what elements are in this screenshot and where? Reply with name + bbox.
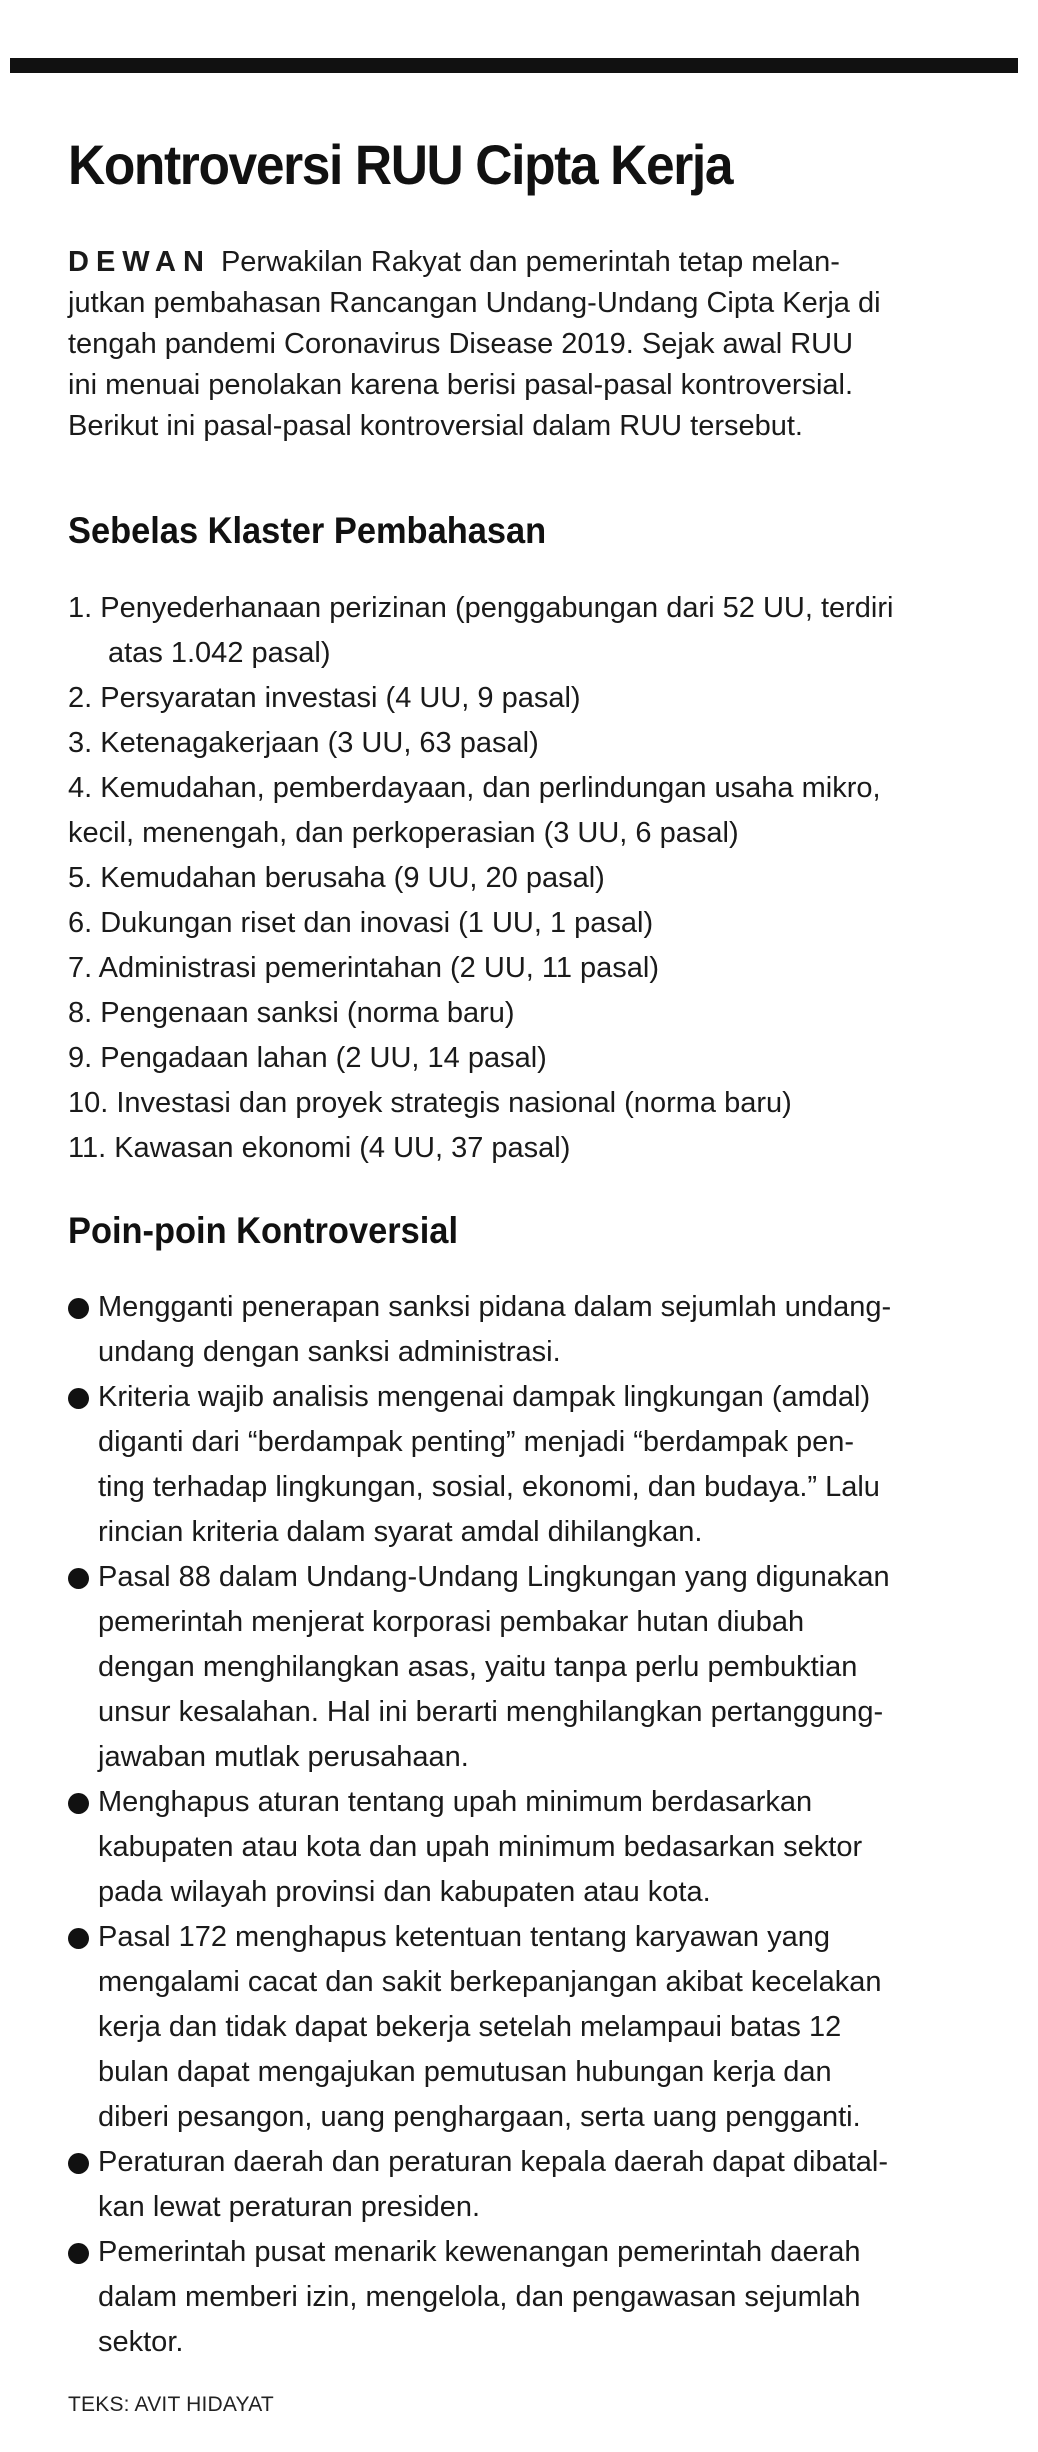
point-line: Mengganti penerapan sanksi pidana dalam sejumlah undang- — [98, 1291, 892, 1323]
cluster-item — [68, 1036, 1018, 1081]
intro-line: Perwakilan Rakyat dan pemerintah tetap melan- — [220, 246, 840, 278]
cluster-item — [68, 901, 1018, 946]
intro-line: jutkan pembahasan Rancangan Undang-Undang Cipta Kerja di — [68, 287, 881, 319]
point-line: Pasal 172 menghapus ketentuan tentang karyawan yang — [98, 1921, 830, 1953]
intro-line: Berikut ini pasal-pasal kontroversial dalam RUU tersebut. — [68, 410, 803, 442]
point-line: kerja dan tidak dapat bekerja setelah melampaui batas 12 — [98, 2011, 842, 2043]
clusters-heading: Sebelas Klaster Pembahasan — [68, 510, 547, 551]
point-line: Pemerintah pusat menarik kewenangan pemerintah daerah — [98, 2236, 861, 2268]
bullet-dot-icon — [68, 2243, 89, 2264]
cluster-item-text: 9. Pengadaan lahan (2 UU, 14 pasal) — [68, 1042, 547, 1074]
cluster-item-text-cont: atas 1.042 pasal) — [108, 637, 331, 669]
point-line: Peraturan daerah dan peraturan kepala daerah dapat dibatal- — [98, 2146, 889, 2178]
point-line: mengalami cacat dan sakit berkepanjangan akibat kecelakan — [98, 1966, 882, 1998]
article-title: Kontroversi RUU Cipta Kerja — [68, 133, 733, 196]
point-line: undang dengan sanksi administrasi. — [98, 1336, 561, 1368]
point-line: dalam memberi izin, mengelola, dan pengawasan sejumlah — [98, 2281, 861, 2313]
intro-paragraph — [68, 242, 998, 447]
cluster-item-text: 7. Administrasi pemerintahan (2 UU, 11 pasal) — [68, 952, 660, 984]
cluster-item-text: 10. Investasi dan proyek strategis nasional (norma baru) — [68, 1087, 792, 1119]
cluster-item — [68, 946, 1018, 991]
intro-line: tengah pandemi Coronavirus Disease 2019. Sejak awal RUU — [68, 328, 854, 360]
cluster-item-text: 8. Pengenaan sanksi (norma baru) — [68, 997, 515, 1029]
cluster-item-text: 5. Kemudahan berusaha (9 UU, 20 pasal) — [68, 862, 605, 894]
controversial-point — [68, 1915, 1008, 2140]
cluster-item — [68, 721, 1018, 766]
intro-lead: DEWAN — [68, 246, 211, 278]
point-line: rincian kriteria dalam syarat amdal dihilangkan. — [98, 1516, 703, 1548]
cluster-item-text: 1. Penyederhanaan perizinan (penggabungan dari 52 UU, terdiri — [68, 592, 894, 624]
cluster-item-text: 4. Kemudahan, pemberdayaan, dan perlindungan usaha mikro, — [68, 772, 881, 804]
cluster-item — [68, 991, 1018, 1036]
bullet-dot-icon — [68, 1568, 89, 1589]
controversial-heading: Poin-poin Kontroversial — [68, 1210, 459, 1251]
point-line: sektor. — [98, 2326, 184, 2358]
controversial-point — [68, 1285, 1008, 1375]
cluster-item — [68, 676, 1018, 721]
clusters-list — [68, 586, 1018, 1171]
point-line: ting terhadap lingkungan, sosial, ekonomi, dan budaya.” Lalu — [98, 1471, 880, 1503]
top-rule — [10, 58, 1018, 73]
cluster-item-text: 2. Persyaratan investasi (4 UU, 9 pasal) — [68, 682, 581, 714]
controversial-point — [68, 1375, 1008, 1555]
intro-line: ini menuai penolakan karena berisi pasal-pasal kontroversial. — [68, 369, 854, 401]
bullet-dot-icon — [68, 1298, 89, 1319]
point-line: diberi pesangon, uang penghargaan, serta uang pengganti. — [98, 2101, 861, 2133]
controversial-point — [68, 2140, 1008, 2230]
cluster-item-text: 3. Ketenagakerjaan (3 UU, 63 pasal) — [68, 727, 539, 759]
point-line: bulan dapat mengajukan pemutusan hubungan kerja dan — [98, 2056, 832, 2088]
cluster-item — [68, 856, 1018, 901]
point-line: Kriteria wajib analisis mengenai dampak lingkungan (amdal) — [98, 1381, 871, 1413]
bullet-dot-icon — [68, 1793, 89, 1814]
controversial-point — [68, 1780, 1008, 1915]
point-line: diganti dari “berdampak penting” menjadi “berdampak pen- — [98, 1426, 855, 1458]
bullet-dot-icon — [68, 1388, 89, 1409]
point-line: unsur kesalahan. Hal ini berarti menghilangkan pertanggung- — [98, 1696, 884, 1728]
point-line: Pasal 88 dalam Undang-Undang Lingkungan yang digunakan — [98, 1561, 890, 1593]
point-line: pada wilayah provinsi dan kabupaten atau kota. — [98, 1876, 711, 1908]
controversial-point — [68, 1555, 1008, 1780]
bullet-dot-icon — [68, 2153, 89, 2174]
point-line: kan lewat peraturan presiden. — [98, 2191, 481, 2223]
cluster-item — [68, 1126, 1018, 1171]
cluster-item-text: 11. Kawasan ekonomi (4 UU, 37 pasal) — [68, 1132, 571, 1164]
point-line: kabupaten atau kota dan upah minimum bedasarkan sektor — [98, 1831, 863, 1863]
point-line: dengan menghilangkan asas, yaitu tanpa perlu pembuktian — [98, 1651, 858, 1683]
credit-line: TEKS: AVIT HIDAYAT — [68, 2393, 274, 2416]
point-line: Menghapus aturan tentang upah minimum berdasarkan — [98, 1786, 813, 1818]
cluster-item — [68, 766, 1018, 856]
controversial-point — [68, 2230, 1008, 2365]
cluster-item — [68, 1081, 1018, 1126]
bullet-dot-icon — [68, 1928, 89, 1949]
controversial-points-list — [68, 1285, 1008, 2365]
cluster-item-text-cont: kecil, menengah, dan perkoperasian (3 UU, 6 pasal) — [68, 817, 739, 849]
point-line: jawaban mutlak perusahaan. — [98, 1741, 469, 1773]
point-line: pemerintah menjerat korporasi pembakar hutan diubah — [98, 1606, 805, 1638]
cluster-item — [68, 586, 1018, 676]
cluster-item-text: 6. Dukungan riset dan inovasi (1 UU, 1 pasal) — [68, 907, 654, 939]
